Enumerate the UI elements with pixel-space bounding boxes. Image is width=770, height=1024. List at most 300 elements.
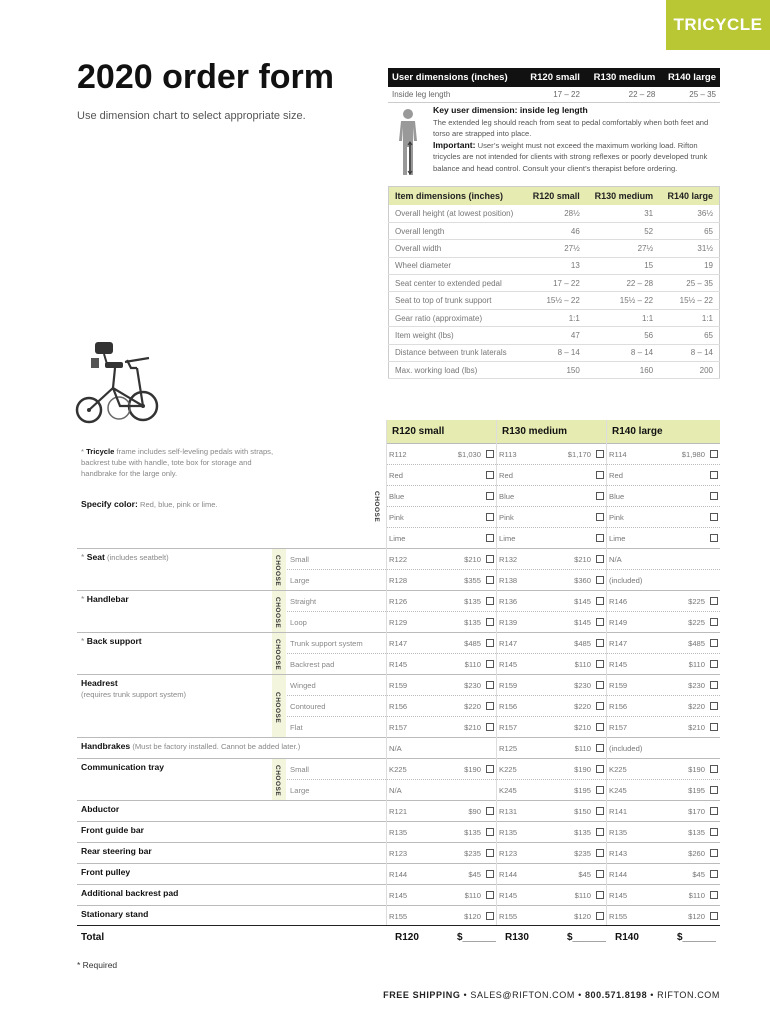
group-divider bbox=[77, 758, 386, 759]
group-label bbox=[81, 909, 148, 920]
order-checkbox[interactable] bbox=[486, 513, 494, 521]
item-code: Red bbox=[609, 471, 623, 480]
important-label: Important: bbox=[433, 139, 476, 150]
group-name: Rear steering bar bbox=[81, 846, 152, 856]
item-price: $120 bbox=[688, 912, 705, 921]
person-silhouette-icon bbox=[394, 107, 422, 177]
order-checkbox[interactable] bbox=[710, 492, 718, 500]
item-code: R126 bbox=[389, 597, 408, 606]
order-header bbox=[77, 420, 720, 443]
key-dimension-text bbox=[433, 105, 718, 174]
item-code: Red bbox=[499, 471, 513, 480]
id-cell: 13 bbox=[524, 257, 585, 274]
option-divider bbox=[287, 653, 386, 654]
option-divider bbox=[287, 611, 386, 612]
order-checkbox[interactable] bbox=[596, 639, 604, 647]
item-price: $1,170 bbox=[567, 450, 591, 459]
item-code: R135 bbox=[499, 828, 518, 837]
item-price bbox=[401, 465, 481, 486]
ud-header: User dimensions (inches) bbox=[388, 68, 522, 87]
order-checkbox[interactable] bbox=[596, 702, 604, 710]
item-code: R125 bbox=[499, 744, 518, 753]
item-price bbox=[401, 507, 481, 528]
item-price: $190 bbox=[464, 765, 481, 774]
total-amount-medium[interactable]: $______ bbox=[567, 932, 606, 943]
order-checkbox[interactable] bbox=[486, 534, 494, 542]
id-cell: 27½ bbox=[524, 240, 585, 257]
footer bbox=[383, 990, 720, 1000]
item-price: $230 bbox=[574, 681, 591, 690]
item-code: K225 bbox=[609, 765, 627, 774]
order-checkbox[interactable] bbox=[486, 807, 494, 815]
item-price: $110 bbox=[574, 891, 591, 900]
option-label: Loop bbox=[290, 618, 307, 627]
item-price: $110 bbox=[574, 660, 591, 669]
item-code: N/A bbox=[389, 744, 402, 753]
choose-label: CHOOSE bbox=[274, 639, 281, 671]
item-price bbox=[625, 570, 705, 591]
order-checkbox[interactable] bbox=[596, 450, 604, 458]
option-label: Large bbox=[290, 576, 310, 585]
order-checkbox[interactable] bbox=[486, 912, 494, 920]
item-code: R157 bbox=[609, 723, 628, 732]
ud-cell: 25 – 35 bbox=[659, 87, 720, 103]
total-amount-small[interactable]: $______ bbox=[457, 932, 496, 943]
order-checkbox[interactable] bbox=[710, 849, 718, 857]
order-row bbox=[290, 548, 720, 569]
item-code: R131 bbox=[499, 807, 518, 816]
order-checkbox[interactable] bbox=[486, 891, 494, 899]
option-label: Backrest pad bbox=[290, 660, 335, 669]
order-row bbox=[386, 884, 720, 905]
order-row bbox=[290, 674, 720, 695]
item-code: R139 bbox=[499, 618, 518, 627]
item-price: $355 bbox=[464, 576, 481, 585]
item-price: $45 bbox=[692, 870, 705, 879]
item-code: Pink bbox=[609, 513, 624, 522]
order-checkbox[interactable] bbox=[596, 660, 604, 668]
group-label bbox=[81, 888, 178, 899]
item-price: $210 bbox=[574, 555, 591, 564]
id-cell: 27½ bbox=[586, 240, 659, 257]
id-cell: 160 bbox=[586, 362, 659, 379]
id-cell: 8 – 14 bbox=[586, 344, 659, 361]
order-row bbox=[290, 779, 720, 800]
order-checkbox[interactable] bbox=[486, 597, 494, 605]
item-code: R123 bbox=[389, 849, 408, 858]
item-price bbox=[625, 507, 705, 528]
item-price bbox=[625, 549, 705, 570]
group-name: Additional backrest pad bbox=[81, 888, 179, 898]
id-cell: 25 – 35 bbox=[659, 275, 719, 292]
order-checkbox[interactable] bbox=[710, 618, 718, 626]
order-row bbox=[386, 443, 720, 464]
item-code: (included) bbox=[609, 576, 643, 585]
item-code: R121 bbox=[389, 807, 408, 816]
item-code: K245 bbox=[499, 786, 517, 795]
item-code: R156 bbox=[389, 702, 408, 711]
id-cell: 1:1 bbox=[524, 309, 585, 326]
order-checkbox[interactable] bbox=[596, 597, 604, 605]
group-divider bbox=[77, 884, 386, 885]
item-price: $110 bbox=[574, 744, 591, 753]
id-header: R140 large bbox=[659, 187, 719, 206]
group-name: Stationary stand bbox=[81, 909, 149, 919]
item-price: $210 bbox=[464, 723, 481, 732]
id-cell: 8 – 14 bbox=[659, 344, 719, 361]
item-code: R128 bbox=[389, 576, 408, 585]
id-cell: Gear ratio (approximate) bbox=[389, 309, 525, 326]
order-checkbox[interactable] bbox=[710, 597, 718, 605]
id-cell: 31½ bbox=[659, 240, 719, 257]
total-code-medium: R130 bbox=[505, 932, 529, 943]
order-checkbox[interactable] bbox=[596, 471, 604, 479]
item-price: $110 bbox=[464, 660, 481, 669]
item-code: Lime bbox=[499, 534, 516, 543]
order-checkbox[interactable] bbox=[596, 786, 604, 794]
item-price: $195 bbox=[688, 786, 705, 795]
item-code: Blue bbox=[609, 492, 625, 501]
item-price: $260 bbox=[688, 849, 705, 858]
order-row bbox=[290, 653, 720, 674]
option-divider bbox=[287, 716, 386, 717]
item-code: R145 bbox=[499, 891, 518, 900]
order-checkbox[interactable] bbox=[710, 534, 718, 542]
id-cell: 46 bbox=[524, 222, 585, 239]
item-code: R114 bbox=[609, 450, 627, 459]
group-name: Abductor bbox=[81, 804, 120, 814]
item-code: K225 bbox=[389, 765, 407, 774]
item-code: R113 bbox=[499, 450, 517, 459]
option-divider bbox=[287, 695, 386, 696]
item-price: $190 bbox=[688, 765, 705, 774]
id-row bbox=[389, 222, 720, 239]
id-cell: Seat center to extended pedal bbox=[389, 275, 525, 292]
item-price: $235 bbox=[574, 849, 591, 858]
item-code: Blue bbox=[389, 492, 405, 501]
order-checkbox[interactable] bbox=[596, 744, 604, 752]
order-checkbox[interactable] bbox=[710, 828, 718, 836]
item-code: K245 bbox=[609, 786, 627, 795]
item-code: K225 bbox=[499, 765, 517, 774]
item-price: $360 bbox=[574, 576, 591, 585]
group-divider bbox=[77, 800, 386, 801]
item-price: $485 bbox=[574, 639, 591, 648]
group-label bbox=[81, 825, 144, 836]
item-price: $210 bbox=[574, 723, 591, 732]
id-cell: Overall width bbox=[389, 240, 525, 257]
item-code: R157 bbox=[389, 723, 408, 732]
item-code: R123 bbox=[499, 849, 518, 858]
order-checkbox[interactable] bbox=[596, 492, 604, 500]
item-price: $90 bbox=[468, 807, 481, 816]
choose-label: CHOOSE bbox=[274, 691, 281, 723]
item-price: $135 bbox=[464, 828, 481, 837]
order-row bbox=[290, 695, 720, 716]
group-name: Headrest bbox=[81, 678, 118, 688]
group-name: Seat bbox=[86, 552, 105, 562]
option-divider bbox=[287, 569, 386, 570]
ud-cell: 22 – 28 bbox=[584, 87, 659, 103]
item-code: Lime bbox=[609, 534, 626, 543]
item-price: $195 bbox=[574, 786, 591, 795]
order-checkbox[interactable] bbox=[596, 891, 604, 899]
order-checkbox[interactable] bbox=[486, 702, 494, 710]
item-price: $120 bbox=[464, 912, 481, 921]
group-name: Handlebar bbox=[86, 594, 129, 604]
item-price: $235 bbox=[464, 849, 481, 858]
col-head-large: R140 large bbox=[606, 420, 720, 443]
id-cell: 150 bbox=[524, 362, 585, 379]
order-checkbox[interactable] bbox=[596, 555, 604, 563]
color-label-text: Specify color: bbox=[81, 499, 138, 509]
order-checkbox[interactable] bbox=[710, 723, 718, 731]
item-price bbox=[401, 528, 481, 549]
item-code: R144 bbox=[499, 870, 518, 879]
order-row bbox=[386, 905, 720, 926]
order-row bbox=[290, 590, 720, 611]
item-price: $220 bbox=[464, 702, 481, 711]
item-code: R147 bbox=[609, 639, 628, 648]
item-code: R159 bbox=[499, 681, 518, 690]
item-code: (included) bbox=[609, 744, 643, 753]
id-cell: 15½ – 22 bbox=[659, 292, 719, 309]
id-row bbox=[389, 292, 720, 309]
id-cell: 28½ bbox=[524, 205, 585, 222]
item-price: $210 bbox=[464, 555, 481, 564]
col-head-small: R120 small bbox=[386, 420, 496, 443]
id-cell: 1:1 bbox=[586, 309, 659, 326]
key-text: The extended leg should reach from seat to pedal comfortably when both feet and torso are strapped into place. bbox=[433, 117, 709, 138]
order-checkbox[interactable] bbox=[486, 639, 494, 647]
order-checkbox[interactable] bbox=[710, 450, 718, 458]
ud-header: R140 large bbox=[659, 68, 720, 87]
order-checkbox[interactable] bbox=[486, 660, 494, 668]
total-row bbox=[77, 925, 720, 949]
key-heading: Key user dimension: inside leg length bbox=[433, 105, 588, 115]
id-cell: 19 bbox=[659, 257, 719, 274]
order-checkbox[interactable] bbox=[596, 534, 604, 542]
order-checkbox[interactable] bbox=[710, 765, 718, 773]
color-desc: Red, blue, pink or lime. bbox=[137, 500, 218, 509]
order-checkbox[interactable] bbox=[596, 576, 604, 584]
group-label bbox=[81, 762, 164, 773]
item-code: Pink bbox=[389, 513, 404, 522]
order-checkbox[interactable] bbox=[486, 681, 494, 689]
order-checkbox[interactable] bbox=[596, 807, 604, 815]
item-price: $120 bbox=[574, 912, 591, 921]
item-price bbox=[401, 738, 481, 759]
item-code: R145 bbox=[609, 660, 628, 669]
item-code: R145 bbox=[609, 891, 628, 900]
order-checkbox[interactable] bbox=[710, 513, 718, 521]
order-checkbox[interactable] bbox=[486, 828, 494, 836]
item-price bbox=[511, 486, 591, 507]
ud-cell: Inside leg length bbox=[388, 87, 522, 103]
group-label bbox=[81, 846, 152, 857]
total-amount-large[interactable]: $______ bbox=[677, 932, 716, 943]
id-header: R120 small bbox=[524, 187, 585, 206]
order-checkbox[interactable] bbox=[596, 765, 604, 773]
order-checkbox[interactable] bbox=[710, 786, 718, 794]
item-price: $110 bbox=[688, 660, 705, 669]
group-divider bbox=[77, 632, 386, 633]
item-dimensions-table bbox=[388, 186, 720, 379]
id-cell: 17 – 22 bbox=[524, 275, 585, 292]
id-cell: 36½ bbox=[659, 205, 719, 222]
option-label: Small bbox=[290, 555, 309, 564]
order-row bbox=[386, 863, 720, 884]
order-checkbox[interactable] bbox=[486, 765, 494, 773]
item-price: $145 bbox=[574, 597, 591, 606]
group-label bbox=[81, 804, 119, 815]
id-row bbox=[389, 240, 720, 257]
item-price: $45 bbox=[468, 870, 481, 879]
item-code: R145 bbox=[389, 891, 408, 900]
id-row bbox=[389, 257, 720, 274]
item-code: N/A bbox=[389, 786, 402, 795]
order-checkbox[interactable] bbox=[596, 618, 604, 626]
id-cell: Distance between trunk laterals bbox=[389, 344, 525, 361]
item-code: R112 bbox=[389, 450, 407, 459]
order-checkbox[interactable] bbox=[596, 723, 604, 731]
order-checkbox[interactable] bbox=[710, 471, 718, 479]
order-checkbox[interactable] bbox=[710, 681, 718, 689]
order-row bbox=[290, 716, 720, 737]
order-row bbox=[386, 821, 720, 842]
id-header: Item dimensions (inches) bbox=[389, 187, 525, 206]
order-row bbox=[290, 632, 720, 653]
option-label: Trunk support system bbox=[290, 639, 363, 648]
item-code: R129 bbox=[389, 618, 408, 627]
group-divider bbox=[77, 548, 386, 549]
order-checkbox[interactable] bbox=[596, 513, 604, 521]
item-code: Lime bbox=[389, 534, 406, 543]
option-label: Flat bbox=[290, 723, 303, 732]
column-divider bbox=[386, 420, 387, 926]
order-checkbox[interactable] bbox=[486, 555, 494, 563]
order-checkbox[interactable] bbox=[596, 912, 604, 920]
order-checkbox[interactable] bbox=[596, 870, 604, 878]
important-text: User’s weight must not exceed the maximum working load. Rifton tricycles are not intended for clients with strong reflexes or poorly developed trunk balance and head control. Consult your client’s therapist before ordering. bbox=[433, 140, 708, 173]
item-price bbox=[625, 465, 705, 486]
tricycle-desc: frame includes self-leveling pedals with straps, backrest tube with handle, tote box for storage and handbrake for the large only. bbox=[81, 447, 274, 478]
order-row bbox=[386, 800, 720, 821]
order-checkbox[interactable] bbox=[486, 450, 494, 458]
id-row bbox=[389, 327, 720, 344]
item-price: $220 bbox=[688, 702, 705, 711]
group-label bbox=[81, 678, 186, 700]
option-divider bbox=[287, 779, 386, 780]
item-price bbox=[401, 780, 481, 801]
order-row bbox=[290, 758, 720, 779]
item-price: $145 bbox=[574, 618, 591, 627]
total-code-large: R140 bbox=[615, 932, 639, 943]
tricycle-image bbox=[75, 338, 165, 428]
group-name: Handbrakes bbox=[81, 741, 131, 751]
order-table bbox=[77, 420, 720, 926]
order-row bbox=[386, 527, 720, 548]
page-title: 2020 order form bbox=[77, 58, 334, 96]
order-row bbox=[386, 842, 720, 863]
order-checkbox[interactable] bbox=[486, 870, 494, 878]
group-name: Back support bbox=[86, 636, 142, 646]
order-checkbox[interactable] bbox=[596, 828, 604, 836]
item-price: $220 bbox=[574, 702, 591, 711]
id-cell: 22 – 28 bbox=[586, 275, 659, 292]
item-code: R159 bbox=[609, 681, 628, 690]
order-checkbox[interactable] bbox=[596, 849, 604, 857]
order-checkbox[interactable] bbox=[710, 870, 718, 878]
group-label: * Back support bbox=[81, 636, 142, 646]
item-price: $135 bbox=[464, 597, 481, 606]
ud-cell: 17 – 22 bbox=[522, 87, 584, 103]
item-price: $230 bbox=[688, 681, 705, 690]
footer-site: • RIFTON.COM bbox=[647, 990, 720, 1000]
option-label: Winged bbox=[290, 681, 316, 690]
order-checkbox[interactable] bbox=[710, 891, 718, 899]
order-checkbox[interactable] bbox=[486, 849, 494, 857]
item-price: $135 bbox=[574, 828, 591, 837]
tricycle-name: Tricycle bbox=[86, 447, 115, 456]
group-divider bbox=[77, 905, 386, 906]
group-label bbox=[81, 741, 300, 752]
order-checkbox[interactable] bbox=[596, 681, 604, 689]
item-price bbox=[625, 528, 705, 549]
item-price: $135 bbox=[688, 828, 705, 837]
order-checkbox[interactable] bbox=[710, 639, 718, 647]
group-name: Front guide bar bbox=[81, 825, 145, 835]
id-cell: 31 bbox=[586, 205, 659, 222]
order-checkbox[interactable] bbox=[486, 492, 494, 500]
item-code: R147 bbox=[499, 639, 518, 648]
order-checkbox[interactable] bbox=[486, 723, 494, 731]
item-code: R135 bbox=[389, 828, 408, 837]
item-price: $190 bbox=[574, 765, 591, 774]
id-row bbox=[389, 205, 720, 222]
id-cell: 56 bbox=[586, 327, 659, 344]
group-divider bbox=[77, 863, 386, 864]
group-divider bbox=[77, 842, 386, 843]
item-price: $485 bbox=[464, 639, 481, 648]
choose-label: CHOOSE bbox=[274, 597, 281, 629]
id-header: R130 medium bbox=[586, 187, 659, 206]
order-checkbox[interactable] bbox=[486, 471, 494, 479]
item-code: R141 bbox=[609, 807, 628, 816]
order-checkbox[interactable] bbox=[486, 618, 494, 626]
choose-label: CHOOSE bbox=[274, 555, 281, 587]
id-cell: 15½ – 22 bbox=[524, 292, 585, 309]
item-price bbox=[511, 528, 591, 549]
item-code: Blue bbox=[499, 492, 515, 501]
footer-email: • SALES@RIFTON.COM • bbox=[460, 990, 585, 1000]
order-checkbox[interactable] bbox=[710, 912, 718, 920]
id-cell: Overall length bbox=[389, 222, 525, 239]
item-price: $1,980 bbox=[681, 450, 705, 459]
item-price bbox=[511, 465, 591, 486]
order-checkbox[interactable] bbox=[710, 807, 718, 815]
item-code: Pink bbox=[499, 513, 514, 522]
user-dimensions-table bbox=[388, 68, 720, 103]
item-price: $135 bbox=[464, 618, 481, 627]
order-checkbox[interactable] bbox=[710, 702, 718, 710]
id-cell: Max. working load (lbs) bbox=[389, 362, 525, 379]
order-checkbox[interactable] bbox=[486, 576, 494, 584]
id-cell: 15½ – 22 bbox=[586, 292, 659, 309]
item-code: R155 bbox=[389, 912, 408, 921]
order-checkbox[interactable] bbox=[710, 660, 718, 668]
item-code: R159 bbox=[389, 681, 408, 690]
